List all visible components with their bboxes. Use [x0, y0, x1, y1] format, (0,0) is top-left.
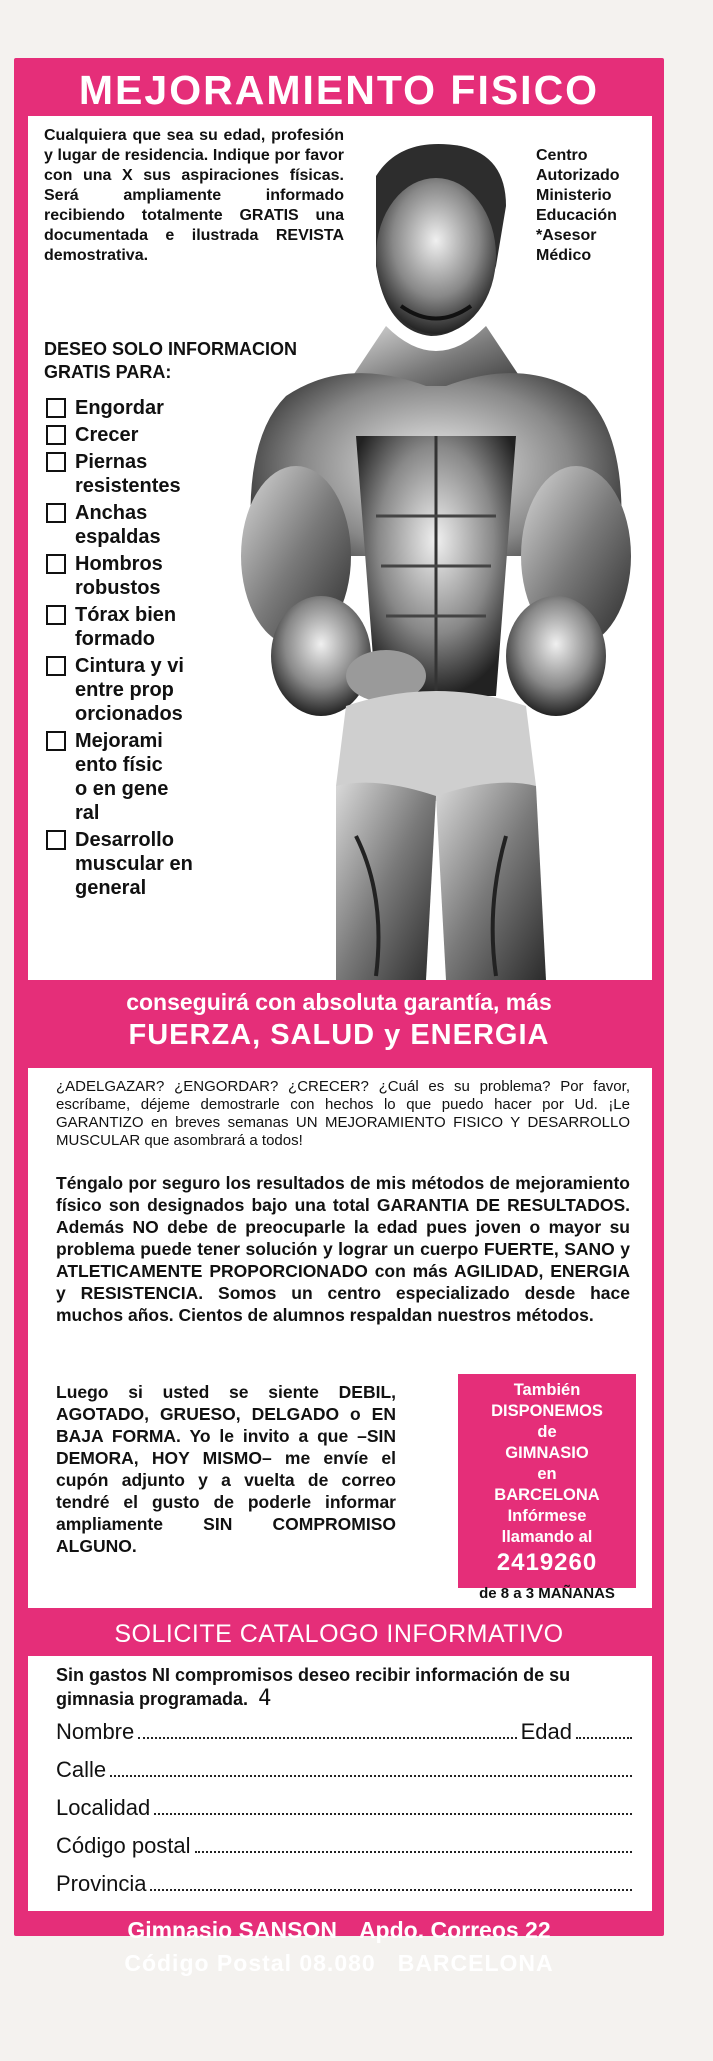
intro-text: Cualquiera que sea su edad, profesión y lugar de residencia. Indique por favor con una X sus aspiraciones físicas. Será ampliamente informado recibiendo totalmente GRATIS una documentada e ilustrada REVISTA demostrativa.: [44, 127, 344, 264]
field-row-localidad: [56, 1794, 636, 1822]
body-text-1: Téngalo por seguro los resultados de mis métodos de mejoramiento físico son designados bajo una total GARANTIA DE RESULTADOS. Además NO debe de preocuparle la edad pues joven o mayor su problema puede tener solución y lograr un cuerpo FUERTE, SANO y ATLETICAMENTE PROPORCIONADO con más AGILIDAD, ENERGIA y RESISTENCIA. Somos un centro especializado desde hace muchos años. Cientos de alumnos respaldan nuestros métodos.: [56, 1173, 630, 1325]
localidad-field[interactable]: [154, 1795, 632, 1815]
checkbox[interactable]: [46, 425, 66, 445]
option-cintura[interactable]: Cintura y vientre proporcionados: [46, 654, 246, 726]
option-mejoramiento[interactable]: Mejoramiento físico en general: [46, 729, 246, 825]
option-desarrollo[interactable]: Desarrollo muscular en general: [46, 828, 246, 900]
question-text: ¿ADELGAZAR? ¿ENGORDAR? ¿CRECER? ¿Cuál es su problema? Por favor, escríbame, déjeme demostrarle con hechos lo que puedo hacer por Ud. ¡Le GARANTIZO en breves semanas UN MEJORAMIENTO FISICO Y DESARROLLO MUSCULAR que asombrará a todos!: [56, 1078, 630, 1149]
edad-label: Edad: [520, 1719, 572, 1744]
edad-field[interactable]: [576, 1719, 632, 1739]
checkbox[interactable]: [46, 830, 66, 850]
nombre-label: Nombre: [56, 1719, 135, 1744]
options-list: [46, 396, 246, 903]
option-hombros[interactable]: Hombros robustos: [46, 552, 246, 600]
advertisement: [14, 58, 664, 1976]
checkbox[interactable]: [46, 605, 66, 625]
centro-autorizado: Centro Autorizado Ministerio Educación *Asesor Médico: [536, 147, 620, 264]
hours-text: de 8 a 3 MAÑANAS: [479, 1585, 615, 1602]
codigo-postal-label: Código postal: [56, 1833, 191, 1858]
address-line-2: Código Postal 08.080 BARCELONA: [124, 1950, 554, 1976]
checkbox[interactable]: [46, 731, 66, 751]
nombre-field[interactable]: [138, 1719, 516, 1739]
field-row-nombre: [56, 1718, 636, 1746]
form-intro: Sin gastos NI compromisos deseo recibir información de su gimnasia programada. 4: [56, 1665, 571, 1711]
field-row-calle: [56, 1756, 636, 1784]
handwritten-mark: 4: [258, 1686, 272, 1711]
checkbox[interactable]: [46, 398, 66, 418]
field-row-codigo-postal: [56, 1832, 636, 1860]
guarantee-line-2: FUERZA, SALUD y ENERGIA: [128, 1019, 550, 1051]
checkbox[interactable]: [46, 503, 66, 523]
option-crecer[interactable]: Crecer: [46, 423, 246, 447]
top-panel: [28, 116, 652, 980]
guarantee-line-1: conseguirá con absoluta garantía, más: [126, 989, 552, 1015]
option-piernas[interactable]: Piernas resistentes: [46, 450, 246, 498]
option-engordar[interactable]: Engordar: [46, 396, 246, 420]
guarantee-banner: [14, 988, 664, 1054]
field-row-provincia: [56, 1870, 636, 1898]
ad-title: MEJORAMIENTO FISICO: [78, 67, 600, 113]
calle-field[interactable]: [110, 1757, 632, 1777]
checkbox[interactable]: [46, 452, 66, 472]
phone-number: 2419260: [496, 1549, 598, 1576]
checkbox[interactable]: [46, 656, 66, 676]
gym-box: También DISPONEMOS de GIMNASIO en BARCELONA Infórmese llamando al 2419260: [458, 1374, 636, 1588]
checkbox[interactable]: [46, 554, 66, 574]
wish-heading: DESEO SOLO INFORMACION GRATIS PARA:: [44, 339, 298, 382]
body-text-2: Luego si usted se siente DEBIL, AGOTADO, GRUESO, DELGADO o EN BAJA FORMA. Yo le invito a que –SIN DEMORA, HOY MISMO– me envíe el cupón adjunto y a vuelta de correo tendré el gusto de poderle informar ampliamente SIN COMPROMISO ALGUNO.: [56, 1382, 396, 1556]
coupon-form: [28, 1656, 652, 1911]
option-torax[interactable]: Tórax bien formado: [46, 603, 246, 651]
localidad-label: Localidad: [56, 1795, 151, 1820]
catalog-heading: SOLICITE CATALOGO INFORMATIVO: [114, 1620, 564, 1648]
option-espaldas[interactable]: Anchas espaldas: [46, 501, 246, 549]
middle-panel: [28, 1068, 652, 1608]
provincia-label: Provincia: [56, 1871, 147, 1896]
address-banner: [14, 1914, 664, 1980]
address-line-1: Gimnasio SANSON Apdo. Correos 22: [127, 1917, 551, 1943]
provincia-field[interactable]: [150, 1871, 632, 1891]
calle-label: Calle: [56, 1757, 107, 1782]
codigo-postal-field[interactable]: [195, 1833, 632, 1853]
